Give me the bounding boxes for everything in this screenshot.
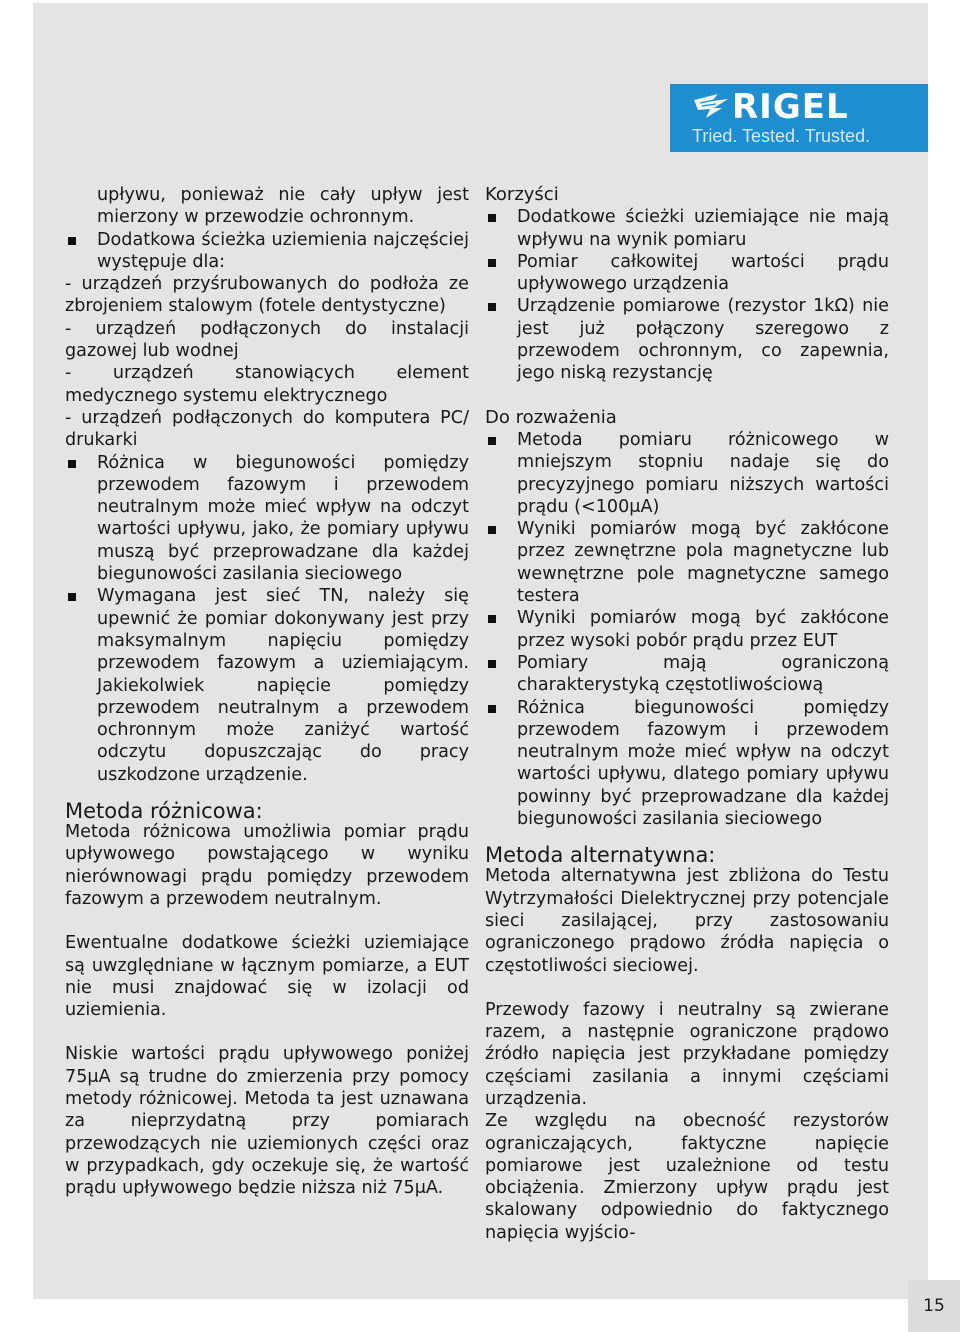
benefit-item: Pomiar całkowitej wartości prądu upływowego urządzenia — [485, 251, 889, 296]
consider-heading: Do rozważenia — [485, 406, 617, 428]
rigel-bird-icon — [692, 92, 732, 122]
paragraph: Niskie wartości prądu upływowego poniżej 75μA są trudne do zmierzenia przy pomocy metody różnicowej. Metoda ta jest uznawana za nieprzydatną przy pomiarach przewodzących nie uziemionych części oraz w przypadkach, gdy oczekuje się, że wartość prądu upływowego będzie niższa niż 75μA. — [65, 1044, 469, 1199]
benefits-heading: Korzyści — [485, 184, 559, 205]
paragraph: Metoda alternatywna jest zbliżona do Testu Wytrzymałości Dielektrycznej przy potencjale sieci zasilającej, przy zastosowaniu ograniczonego prądowo źródła napięcia o częstotliwości sieciowej. — [485, 866, 889, 976]
section-heading: Metoda alternatywna: — [485, 843, 716, 868]
bullet-item: Wymagana jest sieć TN, należy się upewnić że pomiar dokonywany jest przy maksymalnym napięciu pomiędzy przewodem fazowym a uziemiającym. Jakiekolwiek napięcie pomiędzy przewodem neutralnym a przewodem ochronnym może zaniżyć wartość odczytu dopuszczając do pracy uszkodzone urządzenie. — [65, 585, 469, 786]
section-heading: Metoda różnicowa: — [65, 799, 263, 824]
consider-item: Wyniki pomiarów mogą być zakłócone przez wysoki pobór prądu przez EUT — [485, 607, 889, 652]
continued-text: upływu, ponieważ nie cały upływ jest mierzony w przewodzie ochronnym. — [97, 185, 469, 228]
paragraph: Przewody fazowy i neutralny są zwierane razem, a następnie ograniczone prądowo źródło napięcia jest przykładane pomiędzy częściami zasilania a innymi częściami urządzenia. — [485, 999, 889, 1109]
bullet-item: Różnica w biegunowości pomiędzy przewodem fazowym i przewodem neutralnym może mieć wpływ na odczyt wartości upływu, jako, że pomiary upływu muszą być przeprowadzane dla każdej biegunowości zasilania sieciowego — [65, 452, 469, 586]
logo-brand: RIGEL — [732, 87, 849, 127]
right-column — [485, 184, 889, 1244]
logo-tagline: Tried. Tested. Trusted. — [692, 126, 871, 146]
consider-item: Różnica biegunowości pomiędzy przewodem fazowym i przewodem neutralnym może mieć wpływ na odczyt wartości upływu, dlatego pomiary upływu powinny być przeprowadzane dla każdej biegunowości zasilania sieciowego — [485, 697, 889, 831]
sub-item: - urządzeń podłączonych do instalacji gazowej lub wodnej — [65, 318, 469, 362]
sub-item: - urządzeń podłączonych do komputera PC/ drukarki — [65, 407, 469, 451]
paragraph: Ze względu na obecność rezystorów ograniczających, faktyczne napięcie pomiarowe jest uzależnione od testu obciążenia. Zmierzony upływ prądu jest skalowany odpowiednio do faktycznego napięcia wyjścio- — [485, 1111, 889, 1243]
consider-item: Wyniki pomiarów mogą być zakłócone przez zewnętrzne pola magnetyczne lub wewnętrzne pole magnetyczne samego testera — [485, 518, 889, 607]
paragraph: Metoda różnicowa umożliwia pomiar prądu upływowego powstającego w wyniku nierównowagi prądu pomiędzy przewodem fazowym a przewodem neutralnym. — [65, 822, 469, 909]
sub-item: - urządzeń przyśrubowanych do podłoża ze zbrojeniem stalowym (fotele dentystyczne) — [65, 274, 469, 317]
consider-item: Metoda pomiaru różnicowego w mniejszym stopniu nadaje się do precyzyjnego pomiaru niższych wartości prądu (<100μA) — [485, 429, 889, 518]
page-number: 15 — [908, 1280, 960, 1332]
bullet-item: Dodatkowa ścieżka uziemienia najczęściej występuje dla: — [65, 229, 469, 274]
rigel-logo — [670, 84, 928, 152]
left-column — [65, 184, 469, 1199]
benefit-item: Dodatkowe ścieżki uziemiające nie mają wpływu na wynik pomiaru — [485, 206, 889, 251]
benefit-item: Urządzenie pomiarowe (rezystor 1kΩ) nie jest już połączony szeregowo z przewodem ochronnym, co zapewnia, jego niską rezystancję — [485, 295, 889, 384]
paragraph: Ewentualne dodatkowe ścieżki uziemiające są uwzględniane w łącznym pomiarze, a EUT nie musi znajdować się w izolacji od uziemienia. — [65, 933, 469, 1021]
sub-item: - urządzeń stanowiących element medycznego systemu elektrycznego — [65, 363, 469, 406]
consider-item: Pomiary mają ograniczoną charakterystyką częstotliwościową — [485, 652, 889, 697]
